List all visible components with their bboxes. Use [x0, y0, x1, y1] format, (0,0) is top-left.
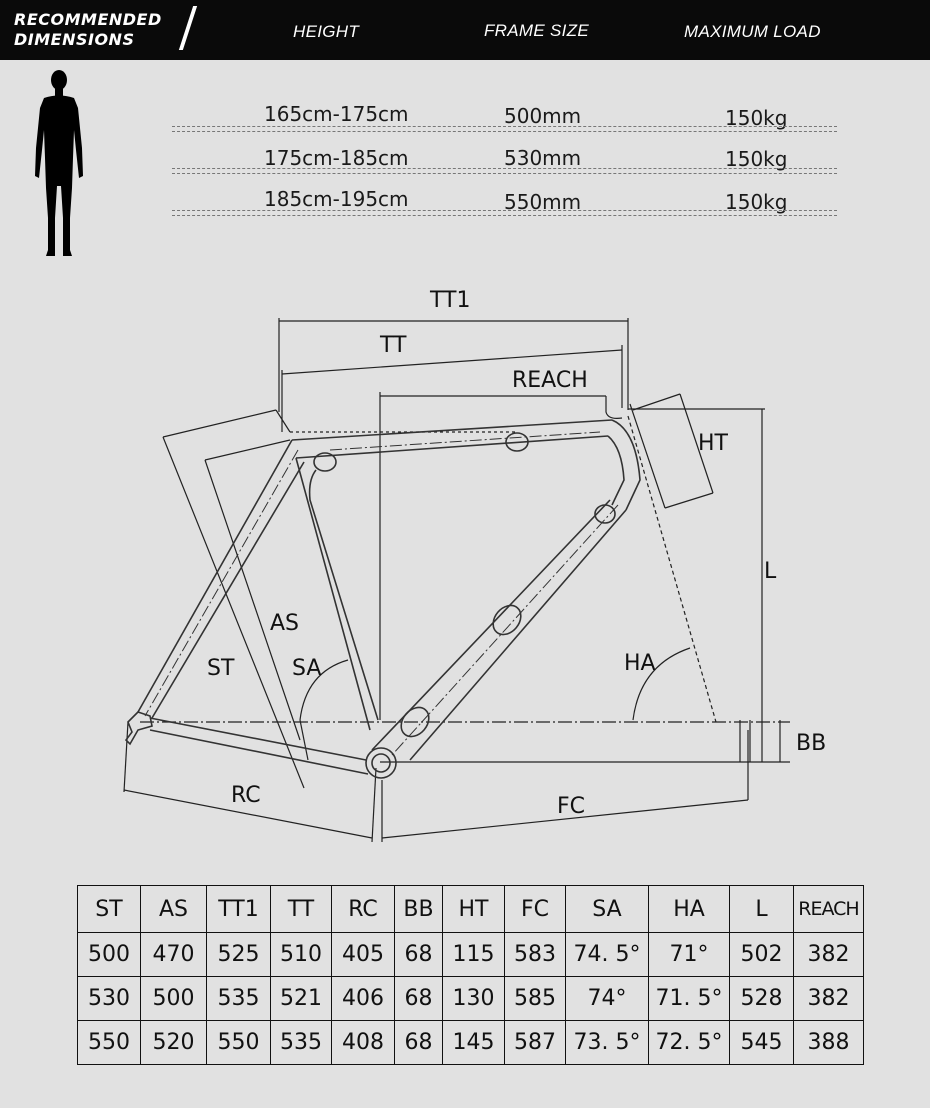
person-icon — [28, 68, 88, 258]
size-row: 165cm-175cm 500mm 150kg — [172, 96, 837, 132]
bb-dimension — [140, 720, 790, 762]
fc-dimension — [382, 730, 748, 842]
label-rc: RC — [231, 783, 261, 808]
row-separator — [172, 210, 837, 216]
label-tt1: TT1 — [430, 288, 471, 313]
section-title: RECOMMENDED DIMENSIONS — [14, 10, 162, 49]
label-fc: FC — [557, 794, 586, 819]
st-dimension-end — [300, 720, 308, 760]
label-ha: HA — [624, 651, 656, 676]
slash-divider — [179, 6, 197, 50]
label-reach: REACH — [512, 368, 588, 393]
bike-frame — [126, 420, 640, 778]
table-row: 500 470 525 510 405 68 115 583 74. 5° 71° 502 382 — [78, 933, 864, 977]
label-sa: SA — [292, 656, 322, 681]
header-height: HEIGHT — [293, 22, 360, 41]
stack-dimension — [628, 409, 765, 762]
tt1-dimension — [279, 318, 628, 412]
label-as: AS — [270, 611, 300, 636]
label-bb: BB — [796, 731, 827, 756]
label-tt: TT — [380, 333, 407, 358]
row-separator — [172, 168, 837, 174]
header-frame-size: FRAME SIZE — [484, 21, 590, 40]
row-separator — [172, 126, 837, 132]
table-row: 550 520 550 535 408 68 145 587 73. 5° 72. 5° 545 388 — [78, 1021, 864, 1065]
label-st: ST — [207, 656, 235, 681]
rc-dimension — [124, 722, 376, 842]
st-dimension — [163, 410, 304, 788]
label-l: L — [764, 559, 777, 584]
size-row: 175cm-185cm 530mm 150kg — [172, 138, 837, 174]
header-max-load: MAXIMUM LOAD — [684, 22, 821, 41]
frame-geometry-diagram — [0, 270, 930, 850]
size-row: 185cm-195cm 550mm 150kg — [172, 180, 837, 216]
as-dimension — [205, 440, 300, 740]
label-ht: HT — [698, 431, 728, 456]
geometry-table — [77, 885, 864, 1065]
table-row: 530 500 535 521 406 68 130 585 74° 71. 5° 528 382 — [78, 977, 864, 1021]
header-bar — [0, 0, 930, 60]
table-header-row: ST AS TT1 TT RC BB HT FC SA HA L REACH — [78, 886, 864, 933]
